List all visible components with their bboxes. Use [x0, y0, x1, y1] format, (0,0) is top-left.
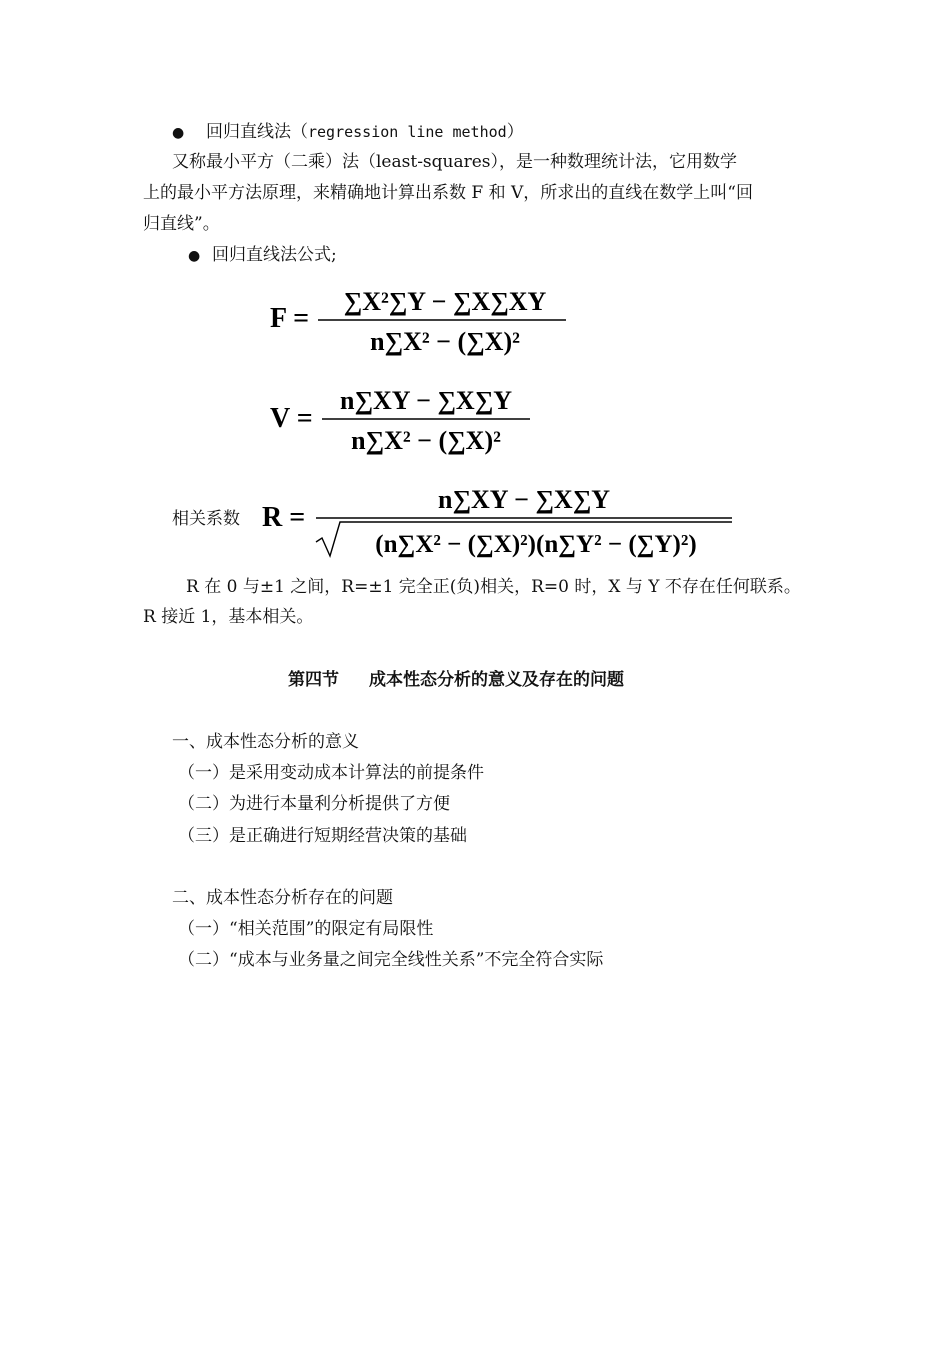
part2-item-1: （一）“相关范围”的限定有局限性	[178, 919, 434, 939]
para-line-2: 上的最小平方法原理，来精确地计算出系数 F 和 V，所求出的直线在数学上叫“回	[143, 183, 753, 203]
formula-f-lhs: F =	[270, 303, 310, 334]
formula-f-denominator: n∑X² − (∑X)²	[370, 327, 520, 356]
para-line-1: 又称最小平方（二乘）法（least-squares），是一种数理统计法，它用数学	[172, 152, 738, 172]
formula-bullet-line	[188, 244, 337, 267]
formula-r-prefix: 相关系数	[172, 509, 240, 529]
formula-f-svg	[270, 282, 580, 362]
formula-r-denominator: (n∑X² − (∑X)²)(n∑Y² − (∑Y)²)	[375, 531, 697, 558]
part2-heading: 二、成本性态分析存在的问题	[172, 888, 393, 908]
formula-v-denominator: n∑X² − (∑X)²	[351, 426, 501, 455]
bullet-title-en: regression line method	[308, 123, 507, 141]
bullet-icon: ●	[188, 248, 201, 264]
regression-bullet-line	[172, 121, 524, 144]
section-title: 成本性态分析的意义及存在的问题	[369, 670, 624, 690]
section-number: 第四节	[288, 670, 339, 690]
note-line-2: R 接近 1，基本相关。	[143, 607, 314, 627]
formula-label: 回归直线法公式;	[212, 245, 337, 265]
formula-v-lhs: V =	[270, 403, 313, 434]
formula-r-lhs: R =	[262, 502, 306, 533]
bullet-icon: ●	[172, 125, 185, 141]
part1-item-1: （一）是采用变动成本计算法的前提条件	[178, 763, 484, 783]
part2-item-2: （二）“成本与业务量之间完全线性关系”不完全符合实际	[178, 950, 604, 970]
part1-item-2: （二）为进行本量利分析提供了方便	[178, 794, 450, 814]
para-line-3: 归直线”。	[143, 214, 220, 234]
note-line-1: R 在 0 与±1 之间，R=±1 完全正(负)相关，R=0 时，X 与 Y 不存在任何联系。	[186, 577, 801, 597]
formula-r-svg	[258, 480, 738, 564]
part1-item-3: （三）是正确进行短期经营决策的基础	[178, 826, 467, 846]
formula-f	[270, 282, 580, 362]
formula-v-svg	[270, 383, 550, 463]
bullet-title-close: ）	[506, 122, 524, 142]
bullet-title: 回归直线法（	[206, 122, 308, 142]
formula-r	[258, 480, 738, 564]
section-heading	[288, 669, 624, 691]
part1-heading: 一、成本性态分析的意义	[172, 732, 359, 752]
formula-r-numerator: n∑XY − ∑X∑Y	[437, 485, 611, 514]
formula-v-numerator: n∑XY − ∑X∑Y	[339, 386, 513, 415]
formula-v	[270, 383, 550, 463]
formula-f-numerator: ∑X²∑Y − ∑X∑XY	[343, 287, 547, 316]
